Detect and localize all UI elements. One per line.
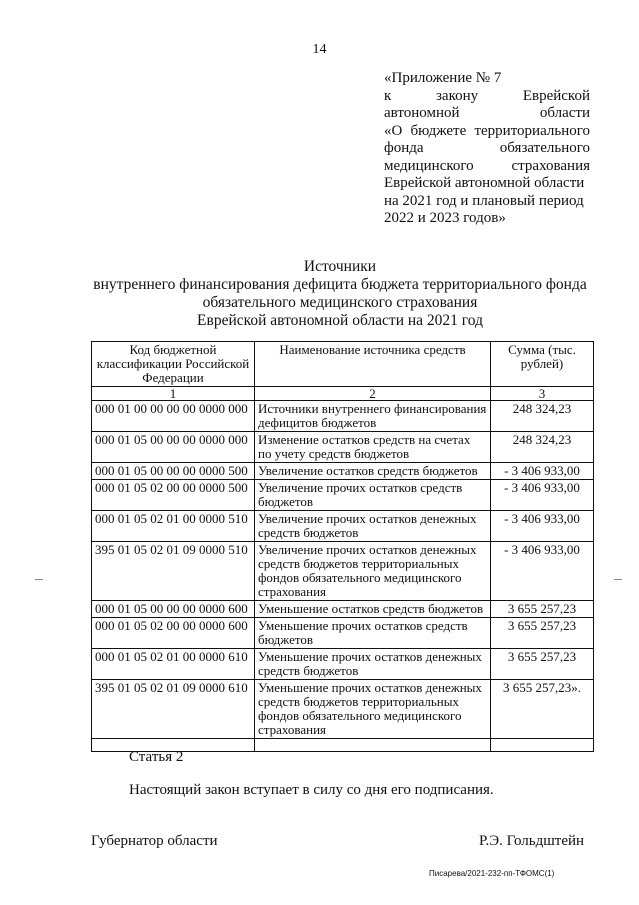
margin-mark [35, 579, 43, 580]
table-row [92, 649, 594, 680]
row-name: Изменение остатков средств на счетах по учету средств бюджетов [255, 432, 491, 463]
appendix-line: медицинского страхования [384, 157, 590, 174]
title-line: Источники [303, 258, 377, 275]
row-code: 000 01 05 00 00 00 0000 600 [92, 601, 255, 618]
column-number-row [92, 387, 594, 401]
row-code: 000 01 05 00 00 00 0000 000 [92, 432, 255, 463]
row-amount: 3 655 257,23». [491, 680, 594, 739]
table-row [92, 432, 594, 463]
row-amount: - 3 406 933,00 [491, 480, 594, 511]
appendix-line: Еврейской автономной области [384, 175, 585, 191]
row-amount: - 3 406 933,00 [491, 542, 594, 601]
appendix-line: на 2021 год и плановый период [384, 192, 584, 209]
table-row [92, 480, 594, 511]
appendix-line: к закону Еврейской [384, 87, 590, 104]
row-code: 395 01 05 02 01 09 0000 610 [92, 680, 255, 739]
document-reference: Писарева/2021-232-пп-ТФОМС(1) [429, 869, 555, 878]
table-row [92, 463, 594, 480]
table-row [92, 511, 594, 542]
title-line: обязательного медицинского страхования [202, 294, 478, 311]
article-heading: Статья 2 [129, 749, 184, 765]
row-code: 000 01 00 00 00 00 0000 000 [92, 401, 255, 432]
title-line: внутреннего финансирования дефицита бюджета территориального фонда [93, 276, 587, 293]
article-text: Настоящий закон вступает в силу со дня его подписания. [129, 782, 494, 798]
row-name: Уменьшение остатков средств бюджетов [255, 601, 491, 618]
row-name: Увеличение остатков средств бюджетов [255, 463, 491, 480]
table-row [92, 401, 594, 432]
row-amount: - 3 406 933,00 [491, 463, 594, 480]
empty-cell [491, 739, 594, 752]
sources-table [91, 341, 594, 752]
header-name: Наименование источника средств [255, 342, 491, 387]
table-row [92, 601, 594, 618]
table-row [92, 680, 594, 739]
row-name: Источники внутреннего финансирования дефицитов бюджетов [255, 401, 491, 432]
appendix-line: 2022 и 2023 годов» [384, 210, 506, 226]
row-name: Увеличение прочих остатков средств бюджетов [255, 480, 491, 511]
header-sum: Сумма (тыс. рублей) [491, 342, 594, 387]
row-amount: 248 324,23 [491, 432, 594, 463]
row-code: 395 01 05 02 01 09 0000 510 [92, 542, 255, 601]
appendix-line: «Приложение № 7 [384, 70, 502, 86]
row-name: Увеличение прочих остатков денежных средств бюджетов территориальных фондов обязательного медицинского страхования [255, 542, 491, 601]
signature-name: Р.Э. Гольдштейн [479, 833, 585, 849]
table-row [92, 618, 594, 649]
signature-position: Губернатор области [91, 833, 218, 849]
column-number: 3 [491, 387, 594, 401]
row-code: 000 01 05 02 01 00 0000 610 [92, 649, 255, 680]
column-number: 1 [92, 387, 255, 401]
margin-mark [614, 579, 622, 580]
row-name: Уменьшение прочих остатков денежных средств бюджетов [255, 649, 491, 680]
document-title [60, 258, 620, 330]
row-code: 000 01 05 02 00 00 0000 500 [92, 480, 255, 511]
appendix-line: фонда обязательного [384, 140, 590, 156]
header-code: Код бюджетной классификации Российской Федерации [92, 342, 255, 387]
row-name: Уменьшение прочих остатков средств бюджетов [255, 618, 491, 649]
row-amount: 248 324,23 [491, 401, 594, 432]
table-header-row [92, 342, 594, 387]
row-amount: 3 655 257,23 [491, 649, 594, 680]
row-code: 000 01 05 00 00 00 0000 500 [92, 463, 255, 480]
empty-cell [255, 739, 491, 752]
row-amount: - 3 406 933,00 [491, 511, 594, 542]
table-row [92, 542, 594, 601]
row-amount: 3 655 257,23 [491, 601, 594, 618]
row-name: Уменьшение прочих остатков денежных средств бюджетов территориальных фондов обязательного медицинского страхования [255, 680, 491, 739]
row-code: 000 01 05 02 01 00 0000 510 [92, 511, 255, 542]
page-number: 14 [312, 42, 327, 57]
column-number: 2 [255, 387, 491, 401]
appendix-line: «О бюджете территориального [384, 122, 590, 139]
row-name: Увеличение прочих остатков денежных средств бюджетов [255, 511, 491, 542]
appendix-header [384, 70, 590, 228]
title-line: Еврейской автономной области на 2021 год [197, 312, 483, 329]
row-amount: 3 655 257,23 [491, 618, 594, 649]
appendix-line: автономной области [384, 105, 590, 121]
row-code: 000 01 05 02 00 00 0000 600 [92, 618, 255, 649]
